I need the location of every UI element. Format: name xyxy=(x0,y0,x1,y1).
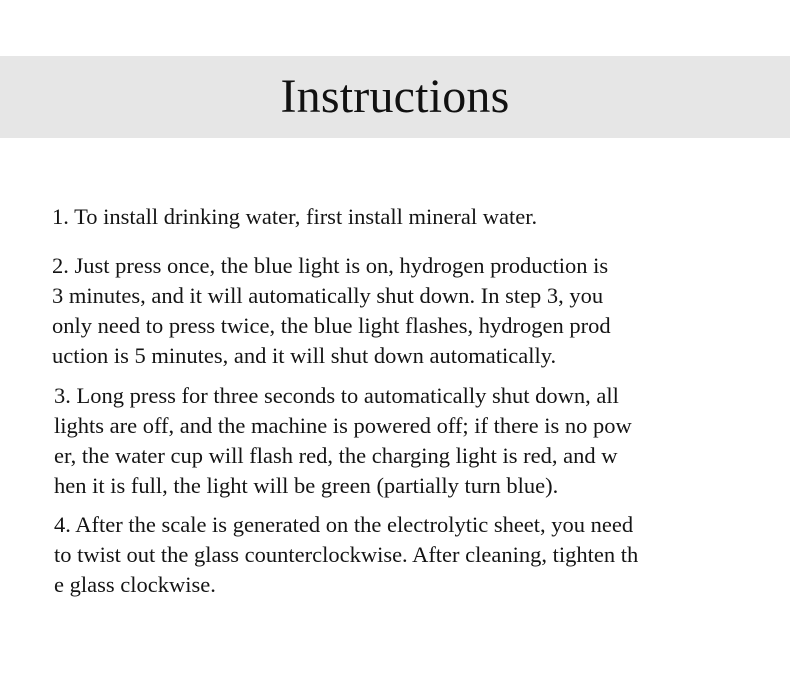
step-1-line-1: 1. To install drinking water, first install mineral water. xyxy=(52,204,538,229)
step-3-line-3: er, the water cup will flash red, the charging light is red, and w xyxy=(54,443,618,468)
step-2-line-3: only need to press twice, the blue light flashes, hydrogen prod xyxy=(52,313,611,338)
step-2-line-2: 3 minutes, and it will automatically shut down. In step 3, you xyxy=(52,283,604,308)
step-4-line-2: to twist out the glass counterclockwise. After cleaning, tighten th xyxy=(54,542,639,567)
step-4-line-1: 4. After the scale is generated on the electrolytic sheet, you need xyxy=(54,512,634,537)
step-3-line-2: lights are off, and the machine is powered off; if there is no pow xyxy=(54,413,632,438)
step-3-line-1: 3. Long press for three seconds to automatically shut down, all xyxy=(54,383,619,408)
step-2-line-1: 2. Just press once, the blue light is on, hydrogen production is xyxy=(52,253,609,278)
step-3-line-4: hen it is full, the light will be green (partially turn blue). xyxy=(54,473,559,498)
page-title: Instructions xyxy=(280,70,510,123)
step-4-line-3: e glass clockwise. xyxy=(54,572,216,597)
step-2-line-4: uction is 5 minutes, and it will shut down automatically. xyxy=(52,343,557,368)
